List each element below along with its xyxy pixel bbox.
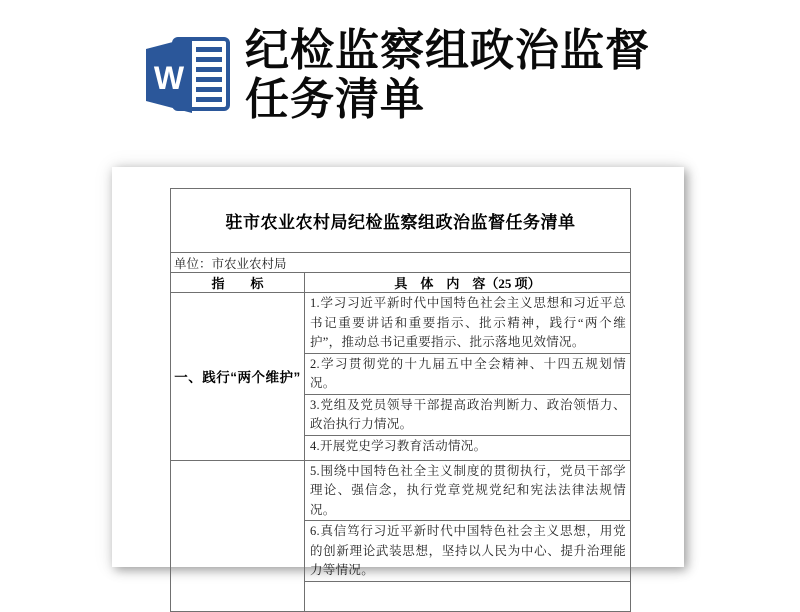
page-title-line-2: 任务清单 bbox=[245, 75, 425, 124]
page-title-line-1: 纪检监察组政治监督 bbox=[245, 26, 650, 75]
task-table bbox=[170, 188, 631, 612]
unit-row bbox=[171, 253, 631, 273]
group-1-label: 一、践行“两个维护” bbox=[171, 293, 305, 461]
group-2-label bbox=[171, 460, 305, 611]
column-header-indicator: 指 标 bbox=[171, 273, 305, 293]
column-header-row bbox=[171, 273, 631, 293]
table-title-row bbox=[171, 189, 631, 253]
task-item-6: 6.真信笃行习近平新时代中国特色社会主义思想，用党的创新理论武装思想，坚持以人民为中心、提升治理能力等情况。 bbox=[305, 521, 631, 582]
document-page bbox=[112, 167, 684, 577]
unit-label: 单位：市农业农村局 bbox=[171, 253, 631, 273]
task-item-2: 2.学习贯彻党的十九届五中全会精神、十四五规划情况。 bbox=[305, 353, 631, 394]
page-title bbox=[245, 26, 775, 124]
task-item-5: 5.围绕中国特色社全主义制度的贯彻执行，党员干部学理论、强信念，执行党章党规党纪和宪法法律法规情况。 bbox=[305, 460, 631, 521]
table-title: 驻市农业农村局纪检监察组政治监督任务清单 bbox=[171, 189, 631, 253]
task-item-7-clipped bbox=[305, 581, 631, 611]
app-header bbox=[0, 0, 800, 140]
task-item-1: 1.学习习近平新时代中国特色社会主义思想和习近平总书记重要讲话和重要指示、批示精神，践行“两个维护”，推动总书记重要指示、批示落地见效情况。 bbox=[305, 293, 631, 354]
task-item-4: 4.开展党史学习教育活动情况。 bbox=[305, 435, 631, 460]
table-row bbox=[171, 460, 631, 521]
column-header-content: 具 体 内 容（25 项） bbox=[305, 273, 631, 293]
word-icon-letter: W bbox=[153, 60, 185, 96]
task-item-3: 3.党组及党员领导干部提高政治判断力、政治领悟力、政治执行力情况。 bbox=[305, 394, 631, 435]
word-document-icon bbox=[144, 34, 232, 116]
table-row bbox=[171, 293, 631, 354]
